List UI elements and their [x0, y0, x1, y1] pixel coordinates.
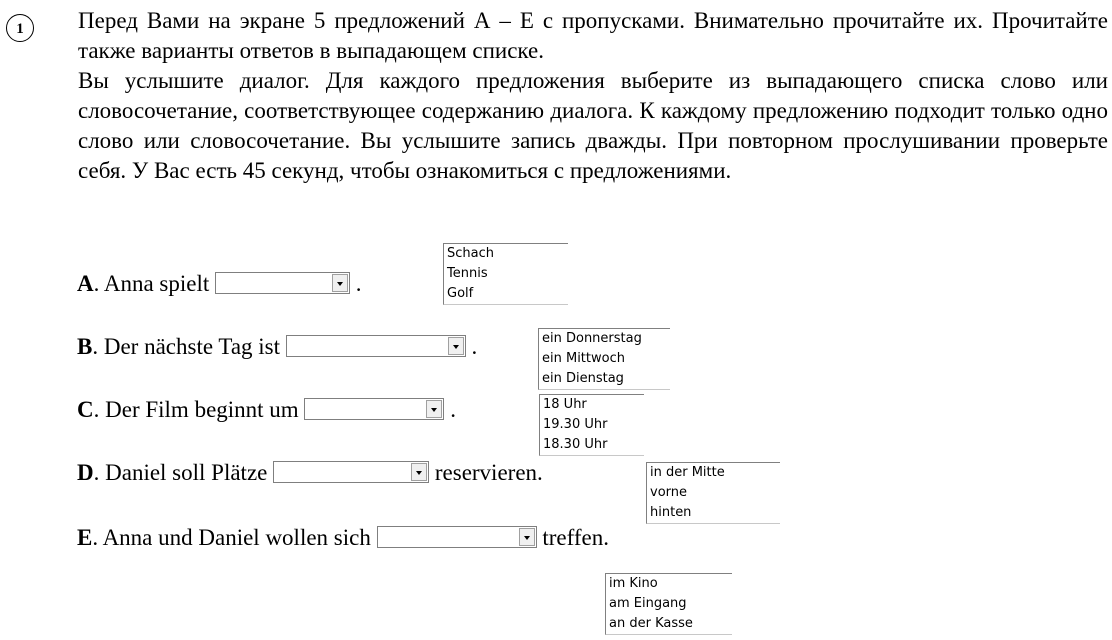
chevron-down-icon[interactable] — [519, 528, 535, 546]
sentence-text-after: . — [350, 271, 362, 296]
task-number-badge: 1 — [6, 14, 34, 42]
dropdown-e[interactable] — [377, 526, 537, 548]
sentence-c — [77, 396, 456, 424]
options-list-b — [538, 328, 670, 390]
options-list-c — [539, 394, 644, 456]
option-item[interactable]: hinten — [650, 505, 692, 520]
chevron-down-icon[interactable] — [332, 274, 348, 292]
sentence-a — [77, 270, 362, 298]
sentence-letter: B — [77, 334, 93, 359]
sentence-letter: A — [77, 271, 94, 296]
option-item[interactable]: am Eingang — [609, 596, 687, 611]
sentence-d — [77, 459, 543, 487]
option-item[interactable]: Schach — [447, 246, 494, 261]
chevron-down-icon[interactable] — [411, 463, 427, 481]
sentence-e — [77, 524, 609, 552]
sentence-text-before: . Der Film beginnt um — [93, 397, 305, 422]
option-item[interactable]: 18.30 Uhr — [543, 437, 608, 452]
option-item[interactable]: ein Mittwoch — [542, 351, 625, 366]
chevron-down-icon[interactable] — [448, 337, 464, 355]
sentence-text-before: . Der nächste Tag ist — [92, 334, 286, 359]
sentence-b — [77, 333, 477, 361]
option-item[interactable]: ein Donnerstag — [542, 331, 642, 346]
sentence-letter: E — [77, 525, 93, 550]
dropdown-a[interactable] — [215, 272, 350, 294]
instruction-paragraph-2: Вы услышите диалог. Для каждого предложения выберите из выпадающего списка слово или словосочетание, соответствующее содержанию диалога. К каждому предложению подходит только одно слово или словосочетание. Вы услышите запись дважды. При повторном прослушивании проверьте себя. У Вас есть 45 секунд, чтобы ознакомиться с предложениями. — [78, 68, 1108, 183]
sentence-letter: C — [77, 397, 94, 422]
option-item[interactable]: 19.30 Uhr — [543, 417, 608, 432]
sentence-text-after: reservieren. — [429, 460, 543, 485]
dropdown-c[interactable] — [304, 398, 444, 420]
option-item[interactable]: Golf — [447, 286, 474, 301]
sentence-text-before: . Anna spielt — [93, 271, 216, 296]
dropdown-d[interactable] — [273, 461, 429, 483]
sentence-text-before: . Daniel soll Plätze — [93, 460, 274, 485]
option-item[interactable]: ein Dienstag — [542, 371, 624, 386]
sentence-text-after: treffen. — [536, 525, 609, 550]
sentence-letter: D — [77, 460, 94, 485]
option-item[interactable]: 18 Uhr — [543, 397, 587, 412]
dropdown-b[interactable] — [286, 335, 466, 357]
chevron-down-icon[interactable] — [426, 400, 442, 418]
options-list-a — [443, 243, 568, 305]
option-item[interactable]: Tennis — [447, 266, 488, 281]
sentence-text-after: . — [444, 397, 456, 422]
options-list-e — [605, 573, 732, 635]
instruction-paragraph-1: Перед Вами на экране 5 предложений А – Е с пропусками. Внимательно прочитайте их. Прочитайте также варианты ответов в выпадающем списке. — [78, 8, 1108, 63]
options-list-d — [646, 462, 780, 524]
option-item[interactable]: an der Kasse — [609, 616, 693, 631]
sentence-text-after: . — [465, 334, 478, 359]
option-item[interactable]: vorne — [650, 485, 688, 500]
sentence-text-before: . Anna und Daniel wollen sich — [92, 525, 377, 550]
option-item[interactable]: im Kino — [609, 576, 658, 591]
instruction-text — [78, 6, 1108, 186]
option-item[interactable]: in der Mitte — [650, 465, 725, 480]
